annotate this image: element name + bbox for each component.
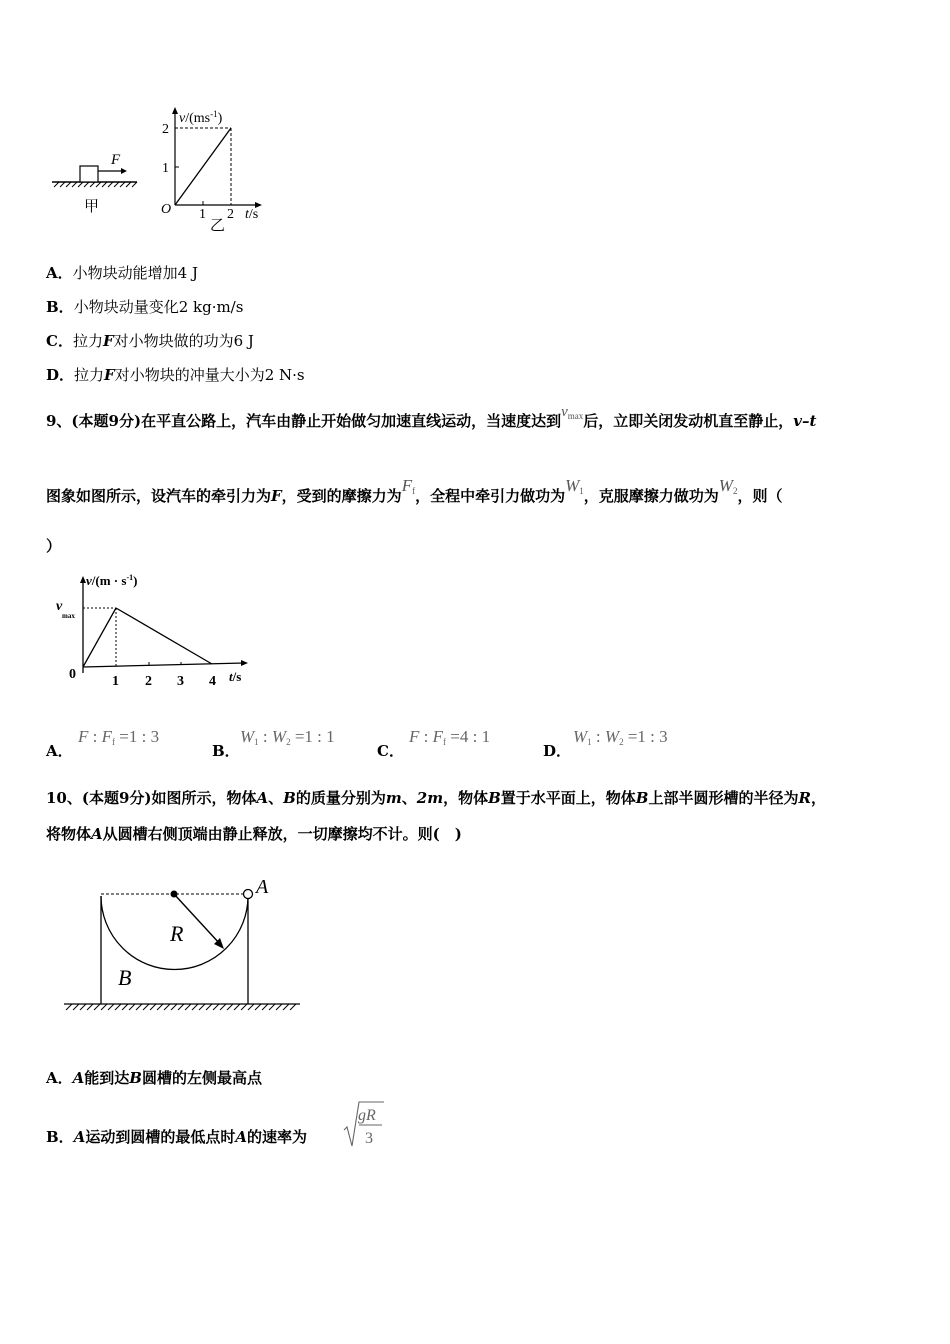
x-tick-2: 2 [145,674,152,689]
decel-line [116,608,212,664]
sqrt-denominator: 3 [365,1130,373,1147]
q10-text: 10、(本题9分)如图所示，物体 [46,789,257,807]
q9-formula-a: F : $F_f =1$ : 3 [78,727,160,747]
vt-line [175,128,231,205]
q9-text: 图象如图所示，设汽车的牵引力为 [46,487,272,505]
q10-text: 从圆槽右侧顶端由静止释放，一切摩擦均不计。则( ) [102,825,462,843]
q10-text: 、 [268,789,284,807]
origin-label: O [161,202,172,217]
q9-stem-line2 [46,476,783,506]
figure-q8 [40,95,280,240]
var-m: m [385,789,402,807]
axis-t-label: t/s [245,207,259,222]
q10-text: ，物体 [443,789,489,807]
x-tick-1: 1 [199,207,206,222]
var-R: R [798,789,811,807]
vmax-sub: max [567,411,584,421]
var-F: F [102,332,114,350]
x-tick-2: 2 [227,207,234,222]
q9-mid: 后，立即关闭发动机直至静止， [583,412,794,430]
option-text: 小物块动能增加4 J [72,264,198,282]
vmax-v: v [561,404,568,420]
q9-stem-line3 [46,535,61,556]
origin-label: 0 [69,667,76,682]
q10-option-b [46,1126,307,1147]
y-tick-2: 2 [162,122,169,137]
q9-formula-d: $W_1$ : $W_2 =1$ : 3 [573,727,668,747]
var-B: B [283,789,296,807]
q10-option-a [46,1067,262,1088]
y-tick-1: 1 [162,161,169,176]
q8-option-d [46,364,305,385]
q9-text: ） [46,537,62,555]
block [80,166,98,182]
q9-text: ，克服摩擦力做功为 [583,487,719,505]
q8-option-b [46,296,243,317]
label-R: R [170,921,184,946]
option-text-post: 对小物块做的功为6 J [113,332,254,350]
label-B: B [118,965,132,990]
figure-q10 [60,870,310,1020]
option-letter: B． [46,298,74,316]
q9-option-b [212,740,240,761]
q8-option-c [46,330,254,351]
option-letter: C． [377,742,404,760]
q9-option-d [543,740,571,761]
W1-sub: 1 [579,486,584,496]
Ff-sub: f [412,486,416,496]
sqrt-formula [342,1098,388,1152]
figure-q9-graph [48,568,258,693]
var-A: A [73,1128,86,1146]
q9-text: ，则（ [737,487,783,505]
option-text-post: 对小物块的冲量大小为2 N·s [114,366,305,384]
x-tick-1: 1 [112,674,119,689]
var-B: B [635,789,649,807]
label-A: A [256,876,269,898]
axis-v-label: $v/(ms^{-1})$ [179,109,223,126]
q9-stem-line1 [46,404,817,431]
x-tick-3: 3 [177,674,184,689]
q9-formula-b: $W_1$ : $W_2 =1$ : 1 [240,727,335,747]
q9-text: ，全程中牵引力做功为 [415,487,566,505]
option-text: 小物块动量变化2 kg·m/s [73,298,244,316]
x-axis [83,663,244,667]
option-text: 拉力 [74,366,105,384]
var-A: A [72,1069,85,1087]
option-text: 能到达 [84,1069,130,1087]
x-tick-4: 4 [209,674,216,689]
q9-option-c [377,740,404,761]
q10-text: 将物体 [46,825,92,843]
option-text: 圆槽的左侧最高点 [141,1069,262,1087]
q9-prefix: 9、(本题9分)在平直公路上，汽车由静止开始做匀加速直线运动，当速度达到 [46,412,562,430]
q10-stem-line1 [46,787,826,808]
Ff-F: F [401,476,413,495]
W2-W: W [718,476,733,495]
var-2m: 2m [416,789,444,807]
option-letter: C． [46,332,73,350]
var-A: A [235,1128,247,1146]
q9-formula-c: F : $F_f =4$ : 1 [409,727,491,747]
option-letter: D． [46,366,75,384]
object-a [244,890,253,899]
vt-label: v–t [793,412,817,430]
var-F: F [271,487,282,505]
axis-v-label: $v/(m \cdot s^{-1})$ [86,573,138,588]
yi-label: 乙 [210,218,226,234]
q10-text: 、 [401,789,417,807]
q10-text: 置于水平面上，物体 [500,789,636,807]
jia-label: 甲 [84,199,100,215]
option-letter: B． [212,742,240,760]
option-letter: B． [46,1128,74,1146]
figure-jia [52,152,137,215]
W2-sub: 2 [732,486,738,496]
var-F: F [104,366,115,384]
vmax-label: v [56,599,63,614]
q8-option-a [46,262,198,283]
force-label: F [111,152,121,168]
accel-line [83,608,116,667]
option-text: 运动到圆槽的最低点时 [85,1128,236,1146]
option-letter: A． [46,264,73,282]
vmax-label-sub: max [62,612,75,620]
option-letter: A． [46,742,73,760]
axis-t-label: t/s [229,669,242,684]
option-letter: D． [543,742,572,760]
option-text: 的速率为 [246,1128,307,1146]
option-text: 拉力 [72,332,103,350]
var-A: A [256,789,269,807]
q10-text: 上部半圆形槽的半径为 [648,789,799,807]
q9-option-a [46,740,73,761]
W1-W: W [565,476,580,495]
q10-stem-line2 [46,823,462,844]
var-A: A [91,825,103,843]
option-letter: A． [46,1069,73,1087]
var-B: B [129,1069,142,1087]
q9-text: ，受到的摩擦力为 [281,487,402,505]
var-B: B [488,789,501,807]
figure-yi [161,107,262,234]
sqrt-numerator: gR [358,1107,376,1124]
q10-text: ， [810,789,826,807]
q10-text: 的质量分别为 [295,789,386,807]
